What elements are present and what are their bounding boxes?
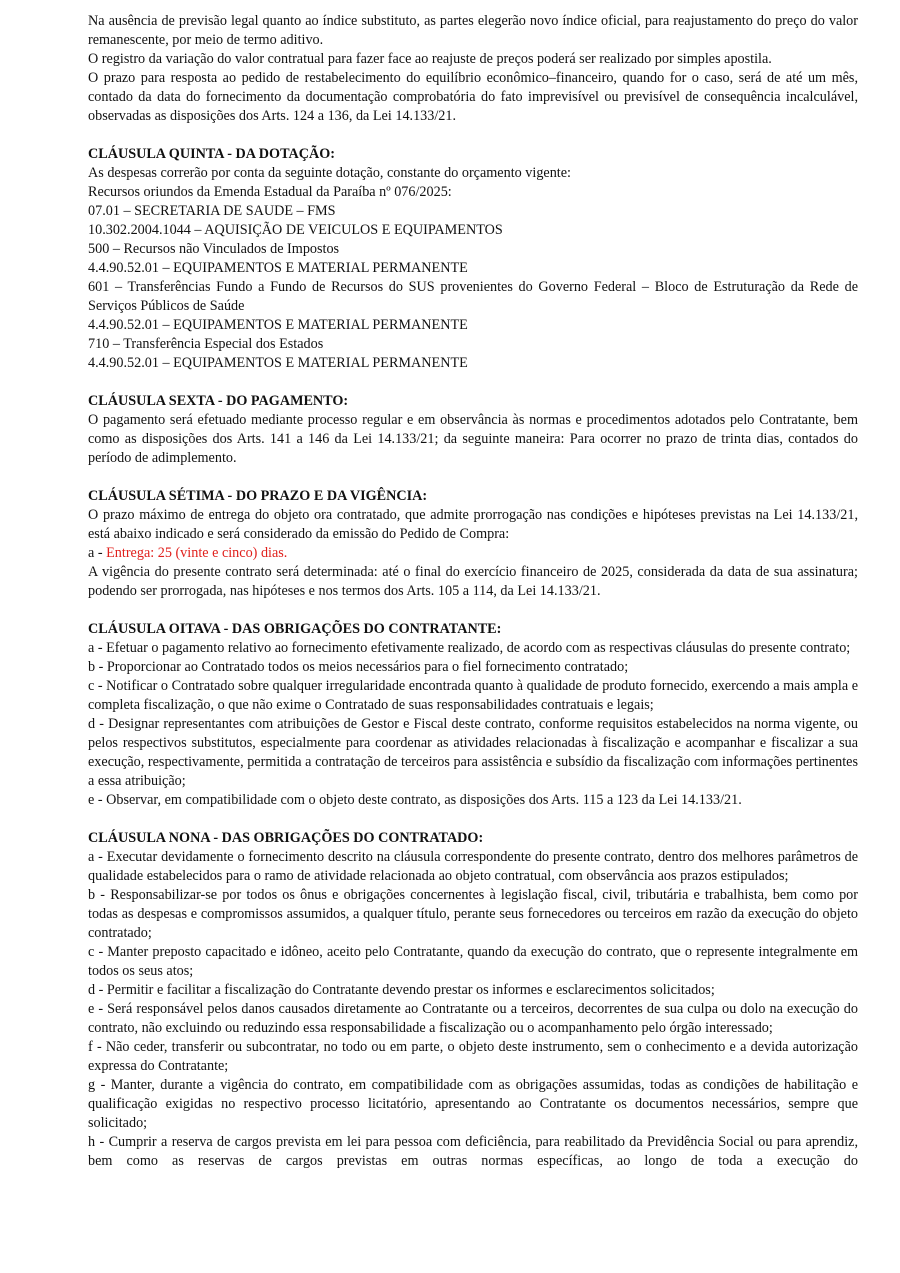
line: As despesas correrão por conta da seguinte dotação, constante do orçamento vigente: [88,165,571,181]
delivery-item [88,544,858,563]
clause-setima [88,487,858,601]
paragraph: c - Manter preposto capacitado e idôneo, aceito pelo Contratante, quando da execução do contrato, que o represente integralmente em todos os seus atos; [88,944,858,979]
clause-heading: CLÁUSULA OITAVA - DAS OBRIGAÇÕES DO CONTRATANTE: [88,621,502,637]
paragraph: b - Responsabilizar-se por todos os ônus e obrigações concernentes à legislação fiscal, civil, tributária e trabalhista, bem como por todas as despesas e compromissos assumidos, a qualquer título, perante seus fornecedores ou terceiros em razão da execução do objeto contratado; [88,887,858,941]
paragraph: c - Notificar o Contratado sobre qualquer irregularidade encontrada quanto à qualidade de produto fornecido, exercendo a mais ampla e completa fiscalização, o que não exime o Contratado de suas responsabilidades contratuais e legais; [88,678,858,713]
line: 601 – Transferências Fundo a Fundo de Recursos do SUS provenientes do Governo Federal – Bloco de Estruturação da Rede de Serviços Públicos de Saúde [88,279,858,314]
paragraph: Na ausência de previsão legal quanto ao índice substituto, as partes elegerão novo índice oficial, para reajustamento do preço do valor remanescente, por meio de termo aditivo. [88,13,858,48]
clause-sexta [88,392,858,468]
clause-oitava [88,620,858,810]
clause-heading: CLÁUSULA SÉTIMA - DO PRAZO E DA VIGÊNCIA: [88,488,428,504]
line: 4.4.90.52.01 – EQUIPAMENTOS E MATERIAL PERMANENTE [88,260,468,276]
line: Recursos oriundos da Emenda Estadual da Paraíba nº 076/2025: [88,184,452,200]
line: 4.4.90.52.01 – EQUIPAMENTOS E MATERIAL PERMANENTE [88,317,468,333]
paragraph: d - Designar representantes com atribuições de Gestor e Fiscal deste contrato, conforme requisitos estabelecidos na norma vigente, ou pelos respectivos substitutos, especialmente para coordenar as atividades relacionadas à fiscalização e acompanhar e fiscalizar a sua execução, respectivamente, permitida a contratação de terceiros para assistência e subsídio da fiscalização com informações pertinentes a essa atribuição; [88,716,858,789]
paragraph: O prazo para resposta ao pedido de restabelecimento do equilíbrio econômico–financeiro, quando for o caso, será de até um mês, contado da data do fornecimento da documentação comprobatória do fato imprevisível ou previsível de consequência incalculável, observadas as disposições dos Arts. 124 a 136, da Lei 14.133/21. [88,70,858,124]
paragraph: a - Executar devidamente o fornecimento descrito na cláusula correspondente do presente contrato, dentro dos melhores parâmetros de qualidade estabelecidos para o ramo de atividade relacionada ao objeto contratual, com observância aos prazos estipulados; [88,849,858,884]
clause-heading: CLÁUSULA NONA - DAS OBRIGAÇÕES DO CONTRATADO: [88,830,484,846]
line: 710 – Transferência Especial dos Estados [88,336,324,352]
paragraph: e - Observar, em compatibilidade com o objeto deste contrato, as disposições dos Arts. 115 a 123 da Lei 14.133/21. [88,792,742,808]
paragraph: d - Permitir e facilitar a fiscalização do Contratante devendo prestar os informes e esclarecimentos solicitados; [88,982,715,998]
clause-heading: CLÁUSULA QUINTA - DA DOTAÇÃO: [88,146,335,162]
paragraph: O pagamento será efetuado mediante processo regular e em observância às normas e procedimentos adotados pelo Contratante, bem como as disposições dos Arts. 141 a 146 da Lei 14.133/21; da seguinte maneira: Para ocorrer no prazo de trinta dias, contados do período de adimplemento. [88,412,858,466]
paragraph: O prazo máximo de entrega do objeto ora contratado, que admite prorrogação nas condições e hipóteses previstas na Lei 14.133/21, está abaixo indicado e será considerado da emissão do Pedido de Compra: [88,507,858,542]
line: 07.01 – SECRETARIA DE SAUDE – FMS [88,203,336,219]
line: 10.302.2004.1044 – AQUISIÇÃO DE VEICULOS E EQUIPAMENTOS [88,222,503,238]
paragraph: f - Não ceder, transferir ou subcontratar, no todo ou em parte, o objeto deste instrumento, sem o conhecimento e a devida autorização expressa do Contratante; [88,1039,858,1074]
paragraph: g - Manter, durante a vigência do contrato, em compatibilidade com as obrigações assumidas, todas as condições de habilitação e qualificação exigidas no respectivo processo licitatório, apresentando ao Contratante os documentos necessários, sempre que solicitado; [88,1077,858,1131]
clause-quinta [88,145,858,373]
intro-section [88,12,858,126]
clause-nona [88,829,858,1171]
line: 500 – Recursos não Vinculados de Impostos [88,241,340,257]
paragraph: O registro da variação do valor contratual para fazer face ao reajuste de preços poderá ser realizado por simples apostila. [88,51,772,67]
paragraph: b - Proporcionar ao Contratado todos os meios necessários para o fiel fornecimento contratado; [88,659,629,675]
clause-heading: CLÁUSULA SEXTA - DO PAGAMENTO: [88,393,349,409]
document-page [88,12,858,1171]
paragraph: a - Efetuar o pagamento relativo ao fornecimento efetivamente realizado, de acordo com as respectivas cláusulas do presente contrato; [88,640,851,656]
paragraph: A vigência do presente contrato será determinada: até o final do exercício financeiro de 2025, considerada da data de sua assinatura; podendo ser prorrogada, nas hipóteses e nos termos dos Arts. 105 a 114, da Lei 14.133/21. [88,564,858,599]
paragraph: e - Será responsável pelos danos causados diretamente ao Contratante ou a terceiros, decorrentes de sua culpa ou dolo na execução do contrato, não excluindo ou reduzindo essa responsabilidade a fiscalização ou o acompanhamento pelo órgão interessado; [88,1001,858,1036]
line: 4.4.90.52.01 – EQUIPAMENTOS E MATERIAL PERMANENTE [88,355,468,371]
paragraph: h - Cumprir a reserva de cargos prevista em lei para pessoa com deficiência, para reabilitado da Previdência Social ou para aprendiz, bem como as reservas de cargos previstas em outras normas específicas, ao longo de toda a execução do [88,1134,858,1169]
item-prefix: a - [88,545,107,561]
delivery-term: Entrega: 25 (vinte e cinco) dias. [106,545,288,561]
